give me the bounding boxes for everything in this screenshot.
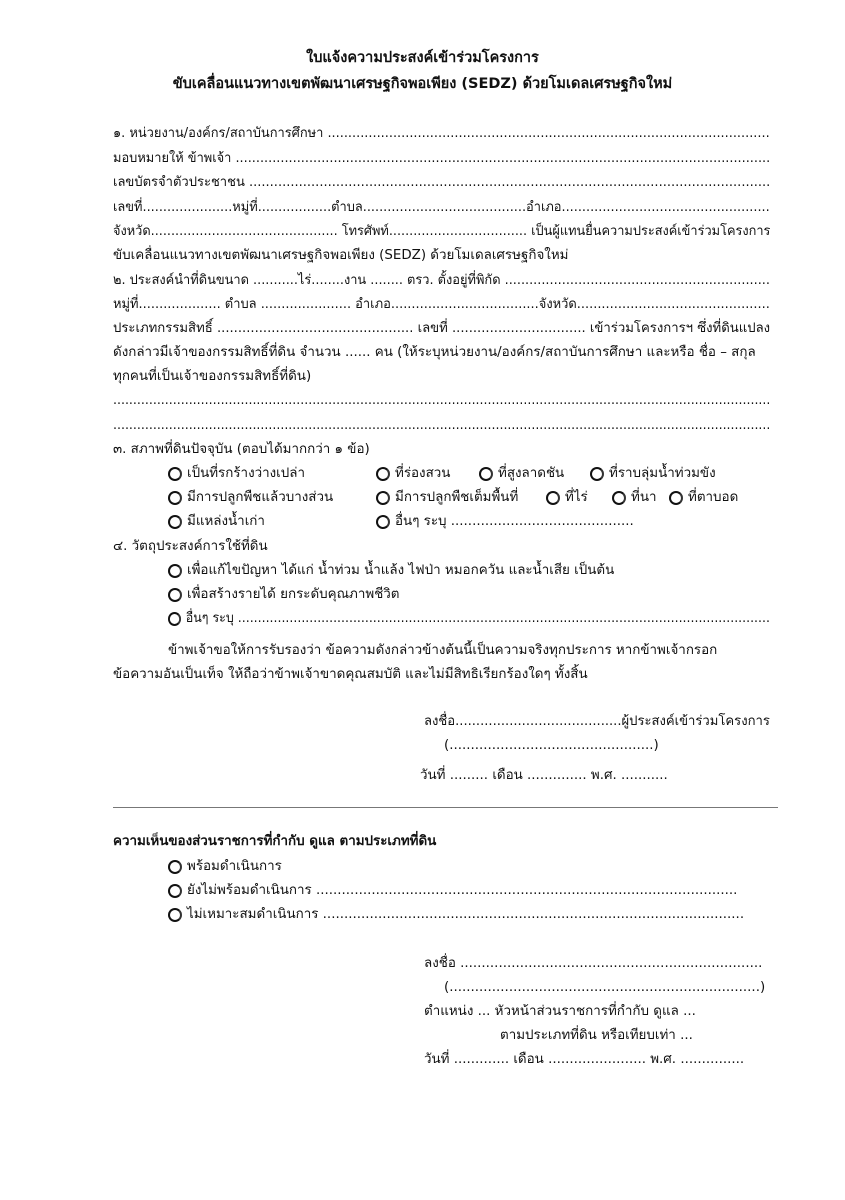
address-field[interactable]: เลขที่......................หมู่ที่..................ตำบล........................................อำเภอ................................................... — [113, 200, 770, 215]
owners-note-text: ทุกคนที่เป็นเจ้าของกรรมสิทธิ์ที่ดิน) — [113, 369, 312, 384]
option-fully-planted[interactable]: มีการปลูกพืชเต็มพื้นที่ — [376, 489, 518, 507]
radio-circle-icon[interactable] — [168, 908, 182, 922]
radio-circle-icon[interactable] — [612, 491, 626, 505]
form-subtitle: ขับเคลื่อนแนวทางเขตพัฒนาเศรษฐกิจพอเพียง (SEDZ) ด้วยโมเดลเศรษฐกิจใหม่ — [172, 76, 673, 92]
owners-blank-line[interactable]: ..................................................................................................................................................................... — [113, 418, 771, 433]
ownership-field[interactable]: ประเภทกรรมสิทธิ์ ............................................... เลขที่ ................................ เข้าร่วมโครงการฯ ซึ่งที่ดินแปลง — [113, 321, 771, 336]
land-size-field[interactable]: ๒. ประสงค์นำที่ดินขนาด ...........ไร่........งาน ........ ตรว. ตั้งอยู่ที่พิกัด ................................................................. — [113, 273, 770, 288]
radio-circle-icon[interactable] — [168, 860, 182, 874]
option-vacant-land[interactable]: เป็นที่รกร้างว่างเปล่า — [168, 465, 305, 483]
official-signature-field[interactable]: ลงชื่อ ....................................................................... — [424, 956, 763, 971]
radio-circle-icon[interactable] — [590, 467, 604, 481]
radio-circle-icon[interactable] — [168, 491, 182, 505]
official-name-field[interactable]: (.........................................................................) — [444, 980, 766, 995]
project-name-text: ขับเคลื่อนแนวทางเขตพัฒนาเศรษฐกิจพอเพียง (SEDZ) ด้วยโมเดลเศรษฐกิจใหม่ — [113, 248, 569, 263]
option-highland-slope[interactable]: ที่สูงลาดชัน — [479, 465, 564, 483]
option-other-purpose[interactable]: อื่นๆ ระบุ ...................................................................................................................................... — [168, 610, 770, 628]
province-phone-field[interactable]: จังหวัด.............................................. โทรศัพท์.................................. เป็นผู้แทนยื่นความประสงค์เข้าร่วมโครงการ — [113, 224, 771, 239]
option-not-suitable[interactable]: ไม่เหมาะสมดำเนินการ ................................................................................................... — [168, 906, 744, 924]
option-not-ready[interactable]: ยังไม่พร้อมดำเนินการ ................................................................................................... — [168, 882, 737, 900]
land-use-heading: ๔. วัตถุประสงค์การใช้ที่ดิน — [113, 539, 268, 554]
id-card-field[interactable]: เลขบัตรจำตัวประชาชน .............................................................................................................................. — [113, 175, 771, 190]
official-date-field[interactable]: วันที่ ............. เดือน ....................... พ.ศ. ............... — [424, 1052, 745, 1067]
declaration-line-2: ข้อความอันเป็นเท็จ ให้ถือว่าข้าพเจ้าขาดคุณสมบัติ และไม่มีสิทธิเรียกร้องใดๆ ทั้งสิ้น — [113, 667, 588, 682]
radio-circle-icon[interactable] — [376, 515, 390, 529]
assign-field[interactable]: มอบหมายให้ ข้าพเจ้า ................................................................................................................................... — [113, 151, 771, 166]
option-orchard-ditch[interactable]: ที่ร่องสวน — [376, 465, 450, 483]
official-opinion-heading: ความเห็นของส่วนราชการที่กำกับ ดูแล ตามประเภทที่ดิน — [113, 834, 437, 849]
radio-circle-icon[interactable] — [376, 467, 390, 481]
applicant-signature-field[interactable]: ลงชื่อ........................................ผู้ประสงค์เข้าร่วมโครงการ — [424, 714, 770, 729]
option-old-water-source[interactable]: มีแหล่งน้ำเก่า — [168, 513, 265, 531]
radio-circle-icon[interactable] — [168, 884, 182, 898]
owners-blank-line[interactable]: ..................................................................................................................................................................... — [113, 393, 771, 408]
radio-circle-icon[interactable] — [546, 491, 560, 505]
option-rice-field[interactable]: ที่นา — [612, 489, 657, 507]
radio-circle-icon[interactable] — [168, 515, 182, 529]
option-flooded-lowland[interactable]: ที่ราบลุ่มน้ำท่วมขัง — [590, 465, 716, 483]
section-divider — [113, 807, 778, 808]
applicant-name-field[interactable]: (................................................) — [444, 738, 659, 753]
option-other-condition[interactable]: อื่นๆ ระบุ ........................................... — [376, 513, 634, 531]
land-location-field[interactable]: หมู่ที่.................... ตำบล ...................... อำเภอ....................................จังหวัด............................................... — [113, 297, 770, 312]
radio-circle-icon[interactable] — [376, 491, 390, 505]
option-partially-planted[interactable]: มีการปลูกพืชแล้วบางส่วน — [168, 489, 333, 507]
declaration-line-1: ข้าพเจ้าขอให้การรับรองว่า ข้อความดังกล่าวข้างต้นนี้เป็นความจริงทุกประการ หากข้าพเจ้ากรอก — [168, 643, 718, 658]
option-ready[interactable]: พร้อมดำเนินการ — [168, 858, 282, 876]
radio-circle-icon[interactable] — [168, 564, 182, 578]
option-solve-problems[interactable]: เพื่อแก้ไขปัญหา ได้แก่ น้ำท่วม น้ำแล้ง ไฟป่า หมอกควัน และน้ำเสีย เป็นต้น — [168, 562, 614, 580]
radio-circle-icon[interactable] — [669, 491, 683, 505]
radio-circle-icon[interactable] — [168, 467, 182, 481]
radio-circle-icon[interactable] — [479, 467, 493, 481]
form-title: ใบแจ้งความประสงค์เข้าร่วมโครงการ — [306, 50, 539, 66]
official-position-line-2: ตามประเภทที่ดิน หรือเทียบเท่า ... — [500, 1028, 693, 1043]
radio-circle-icon[interactable] — [168, 588, 182, 602]
option-upland-field[interactable]: ที่ไร่ — [546, 489, 588, 507]
land-condition-heading: ๓. สภาพที่ดินปัจจุบัน (ตอบได้มากกว่า ๑ ข้อ) — [113, 442, 370, 457]
official-position-line-1: ตำแหน่ง ... หัวหน้าส่วนราชการที่กำกับ ดูแล ... — [424, 1004, 696, 1019]
radio-circle-icon[interactable] — [168, 612, 181, 626]
option-generate-income[interactable]: เพื่อสร้างรายได้ ยกระดับคุณภาพชีวิต — [168, 586, 400, 604]
option-landlocked[interactable]: ที่ตาบอด — [669, 489, 738, 507]
agency-field[interactable]: ๑. หน่วยงาน/องค์กร/สถาบันการศึกษา ............................................................................................................ — [113, 126, 770, 141]
applicant-date-field[interactable]: วันที่ ......... เดือน .............. พ.ศ. ........... — [420, 768, 668, 783]
owners-count-field[interactable]: ดังกล่าวมีเจ้าของกรรมสิทธิ์ที่ดิน จำนวน ...... คน (ให้ระบุหน่วยงาน/องค์กร/สถาบันการศึกษา และหรือ ชื่อ – สกุล — [113, 345, 756, 360]
